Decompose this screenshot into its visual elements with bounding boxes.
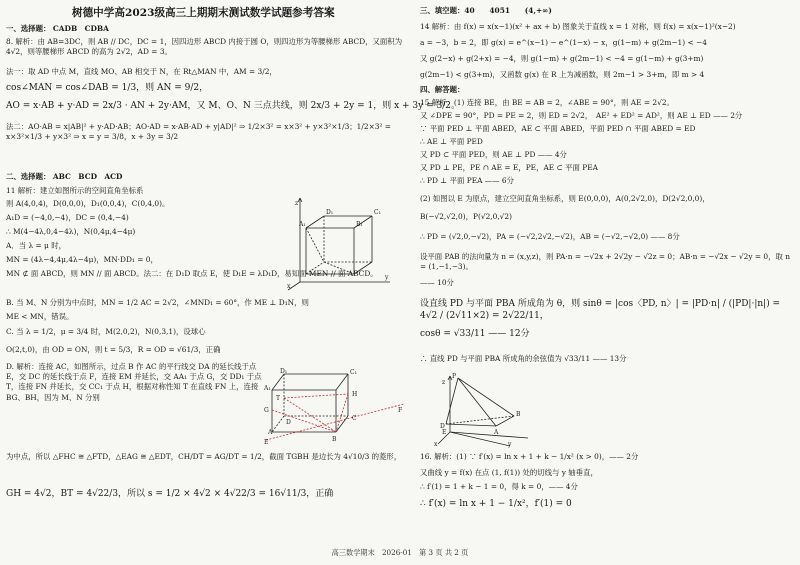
q11-mn: ∴ M(4−4λ,0,4−4λ)，N(0,4μ,4−4μ) [6,227,136,236]
q16-intro: 16. 解析：(1) ∵ f′(x) = ln x + 1 + k − 1/x² (x > 0)，—— 2分 [420,452,639,461]
q8-collinear: AO = x·AB + y·AD = 2x/3 · AN + 2y·AM，又 M、O、N 三点共线，则 2x/3 + 2y = 1，则 x + 3y = 3/2。 [6,101,460,111]
section-vertex-label: H [352,391,358,398]
section-vertex-label: B [332,436,337,443]
q8-intro: 8. 解析：由 AB=3DC，则 AB // DC，DC = 1，因四边形 ABCD 内接于圆 O，则四边形为等腰梯形 ABCD，又面积为 4√2，则等腰梯形 ABCD 的高为 2√2，AD = 3。 [6,37,403,57]
q11-c-result: O(2,t,0)，由 OD = ON，则 t = 5/3，R = OD = √61/3，正确 [6,345,221,354]
pyramid-vertex-label: P [452,373,457,380]
pyramid-vertex-label: B [516,411,521,418]
q8-method1: 法一：取 AD 中点 M，直线 MO、AB 相交于 N，在 Rt△MAN 中，AM = 3/2， [6,67,277,76]
q15-p5: 又 PD ⊂ 平面 PED，则 AE ⊥ PD —— 4分 [420,150,567,159]
cube-axis-label: x [287,283,291,290]
section-vertex-label: A [268,429,273,436]
fill-blank-answers: 三、填空题：40 4051 (4,+∞) [420,6,552,15]
pyramid-axis-label: x [434,441,438,448]
q15-coords2: B(−√2,√2,0)，P(√2,0,√2) [420,212,512,221]
cube-axis-label: y [385,274,389,281]
pyramid-vertex-label: A [494,429,499,436]
q11-a: A．当 λ = μ 时， [6,241,66,250]
q15-p7: ∴ PD ⊥ 平面 PEA —— 6分 [420,176,515,185]
q14-g: a = −3，b = 2，即 g(x) = e^(x−1) − e^(1−x) − x，g(1−m) + g(2m−1) < −4 [420,38,707,47]
cube-vertex-label: B₁ [356,221,363,228]
q16-tangent: 又曲线 y = f(x) 在点 (1, f(1)) 处的切线与 y 轴垂直， [420,468,598,477]
q14-result: g(2m−1) < g(3+m)，又函数 g(x) 在 R 上为减函数，则 2m−1 > 3+m，即 m > 4 [420,70,705,79]
q11-intro: 11 解析：建立如图所示的空间直角坐标系 [6,186,144,195]
q15-coords: (2) 如图以 E 为原点，建立空间直角坐标系，则 E(0,0,0)，A(0,2√2,0)，D(2√2,0,0)， [420,194,710,203]
q11-a-conclusion: MN ⊄ 面 ABCD，则 MN // 面 ABCD。法二：在 D₁D 取点 E，使 D₁E = λD₁D，易知面 MEN // 面 ABCD。 [6,269,378,278]
q14-sym: 又 g(2−x) + g(2+x) = −4，则 g(1−m) + g(2m−1) < −4 = g(1−m) + g(3+m) [420,54,704,63]
q11-a-vec: MN = (4λ−4,4μ,4λ−4μ)，MN·DD₁ = 0， [6,255,158,264]
page-footer: 高三数学期末 2026-01 第 3 页 共 2 页 [331,548,469,557]
section-vertex-label: T [276,395,281,402]
q15-p2: 又 ∠DPE = 90°，PD = PE = 2，则 ED = 2√2， AE² + ED² = AD²，则 AE ⊥ ED —— 2分 [420,111,743,120]
q14-intro: 14 解析：由 f(x) = x(x−1)(x² + ax + b) 图象关于直线 x = 1 对称，则 f(x) = x(x−1)²(x−2) [420,22,736,31]
pyramid-vertex-label: D [440,423,445,430]
section-vertex-label: G [264,407,269,414]
page-title: 树德中学高2023级高三上期期末测试数学试题参考答案 [72,7,335,19]
cube-vertex-label: A₁ [299,221,306,228]
q11-c: C. 当 λ = 1/2，μ = 3/4 时，M(2,0,2)，N(0,3,1)，设球心 [6,327,206,336]
q16-derivative: ∴ f′(x) = ln x + 1 − 1/x²，f′(1) = 0 [420,499,572,509]
q11-b-result: ME < MN，错误。 [6,312,74,321]
section-vertex-label: A₁ [264,385,271,392]
q8-cos: cos∠MAN = cos∠DAB = 1/3，则 AN = 9/2， [6,83,209,93]
section-vertex-label: C [352,415,357,422]
q15-p1: 15 解析：(1) 连接 BE，由 BE = AB = 2，∠ABE = 90°，则 AE = 2√2。 [420,98,674,107]
q11-d: D. 解析：连接 AC，如图所示，过点 B 作 AC 的平行线交 DA 的延长线于点 E，交 DC 的延长线于点 F，连接 EM 并延长，交 AA₁ 于点 G，交 DD₁ 于点 T，连接 FN 并延长，交 CC₁ 于点 H，根据对称性知 T 在直线 FN 上，连接 BG、BH，因为 M、N 分别 [6,362,262,402]
q11-d-area: GH = 4√2，BT = 4√22/3，所以 s = 1/2 × 4√2 × 4√22/3 = 16√11/3，正确 [6,489,334,499]
pyramid-axis-label: y [508,441,512,448]
q15-normal: 设平面 PAB 的法向量为 n = (x,y,z)，则 PA·n = −√2x + 2√2y − √2z = 0；AB·n = −√2x − √2y = 0，取 n = (1,−1,−3)。 [420,252,791,272]
q16-k: ∴ f′(1) = 1 + k − 1 = 0，得 k = 0，—— 4分 [420,482,578,491]
section-vertex-label: E [264,439,269,446]
multi-choice-answers: 二、选择题： ABC BCD ACD [6,172,123,181]
cube-vertex-label: D₁ [326,209,334,216]
section-vertex-label: C₁ [350,369,357,376]
q8-method2: 法二：AO·AB = x|AB|² + y·AD·AB；AO·AD = x·AB·AD + y|AD|² ⇒ 1/2×3² = x×3² + y×3²×1/3；1/2×3² = x×3²×1/3 + y×3² ⇒ x = y = 3/8，x + 3y = 3/2 [6,122,391,142]
section-vertex-label: F [398,407,403,414]
choice-answers: 一、选择题： CADB CDBA [6,24,109,33]
cube-diagram [286,196,394,292]
pyramid-vertex-label: E [442,429,447,436]
section-diagram [262,368,410,448]
section-vertex-label: D [286,419,291,426]
q15-vectors: ∴ PD = (√2,0,−√2)，PA = (−√2,2√2,−√2)，AB = (−√2,−√2,0) —— 8分 [420,232,680,241]
q11-vectors: A₁D = (−4,0,−4)，DC = (0,4,−4) [6,213,129,222]
solution-section: 四、解答题： [420,85,465,94]
q15-cos: cosθ = √33/11 —— 12分 [420,329,530,339]
cube-axis-label: z [295,200,299,207]
q11-d-section: 为中点，所以 △FHC ≅ △FTD，△EAG ≅ △EDT，CH/DT = AG/DT = 1/2，截面 TGBH 是边长为 4√10/3 的菱形， [6,452,402,461]
q15-p6: 又 PD ⊥ PE，PE ∩ AE = E，PE，AE ⊂ 平面 PEA [420,163,598,172]
q15-conclusion: ∴ 直线 PD 与平面 PBA 所成角的余弦值为 √33/11 —— 13分 [420,354,627,363]
pyramid-diagram [432,372,544,448]
section-vertex-label: D₁ [280,368,288,375]
cube-vertex-label: C₁ [374,209,381,216]
q15-p4: ∴ AE ⊥ 平面 PED [420,137,483,146]
q15-score10: —— 10分 [420,278,454,287]
q11-points: 则 A(4,0,4)，D(0,0,0)，D₁(0,0,4)，C(0,4,0)。 [6,199,170,208]
q15-p3: ∵ 平面 PED ⊥ 平面 ABED，AE ⊂ 平面 ABED，平面 PED ∩ 平面 ABED = ED [420,124,696,133]
pyramid-axis-label: z [442,379,446,386]
q15-sin: 设直线 PD 与平面 PBA 所成角为 θ，则 sinθ = |cos〈PD, n〉| = |PD·n| / (|PD|·|n|) = 4√2 / (2√11×2) = 2√22/11， [420,299,781,322]
q11-b: B. 当 M、N 分别为中点时，MN = 1/2 AC = 2√2，∠MND₁ = 60°，作 ME ⊥ D₁N，则 [6,298,309,307]
